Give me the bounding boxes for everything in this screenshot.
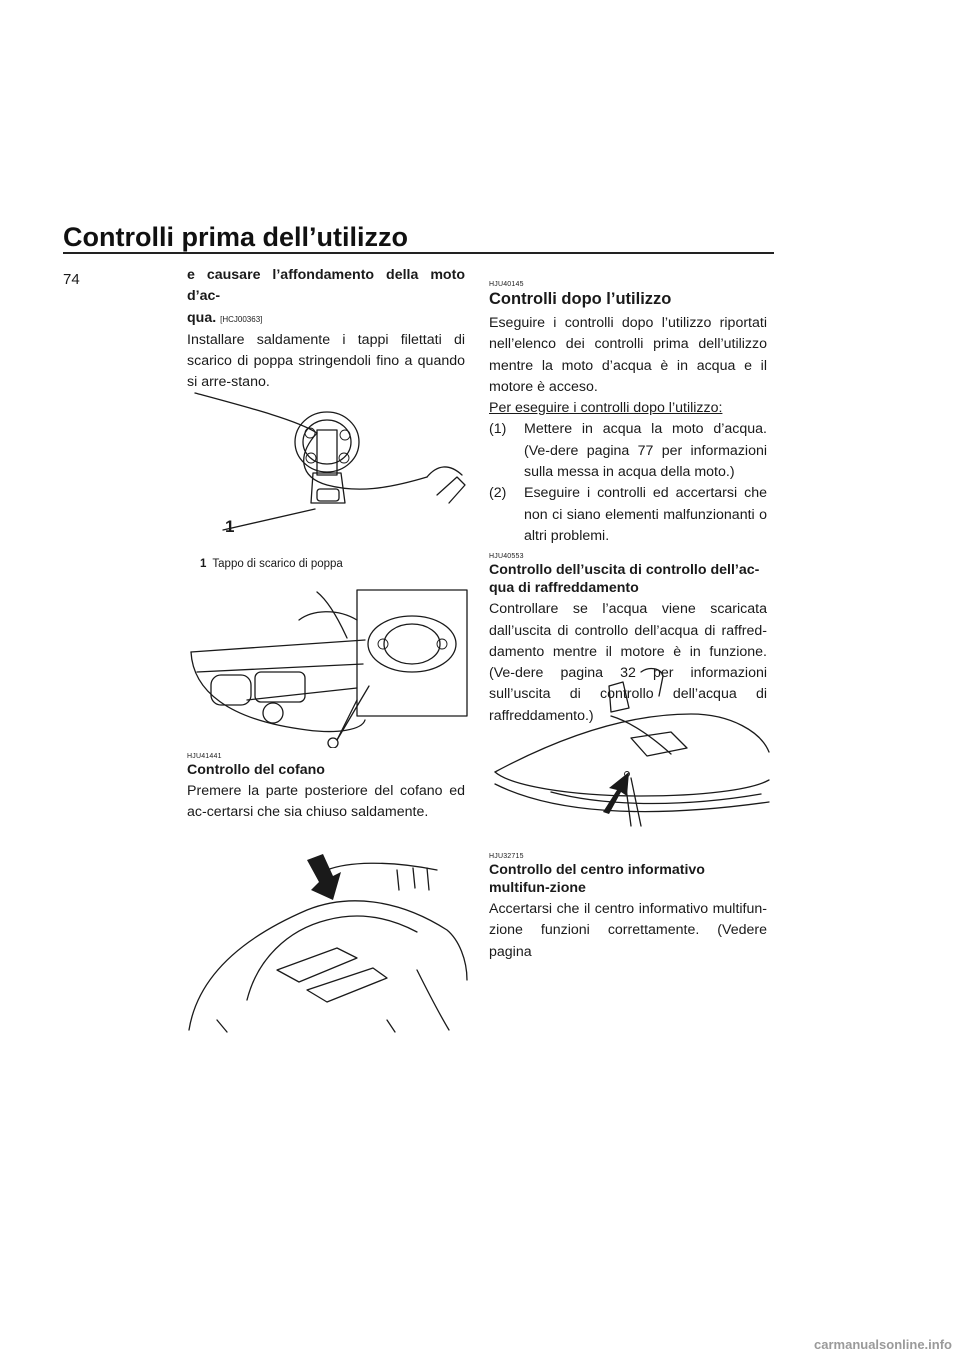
cooling-text: Controllare se l’acqua viene scaricata dall’uscita di controllo dell’acqua di raffred-damento mentre il motore è in funzione. (Ve-dere pagina 32 per informazioni sull’uscita di controllo dell’acqua di raffreddamento.)	[489, 601, 767, 724]
cooling-heading: Controllo dell’uscita di controllo dell’ac-qua di raffreddamento	[489, 562, 760, 597]
step-2	[489, 483, 767, 547]
mic-heading: Controllo del centro informativo multifun-zione	[489, 862, 705, 896]
right-column	[489, 275, 767, 727]
mic-section	[489, 847, 767, 963]
page-number: 74	[63, 271, 80, 288]
cooling-code: HJU40553	[489, 553, 524, 561]
hood-press-illustration	[187, 850, 469, 1034]
warning-line-1: e causare l’affondamento della moto d’ac-	[187, 267, 465, 305]
page-title: Controlli prima dell’utilizzo	[63, 222, 409, 252]
after-howto: Per eseguire i controlli dopo l’utilizzo:	[489, 400, 723, 417]
warning-line	[187, 265, 465, 308]
warning-line-2: qua.	[187, 309, 217, 326]
mic-text: Accertarsi che il centro informativo multifun-zione funzioni correttamente. (Vedere pagina	[489, 901, 767, 960]
watermark: carmanualsonline.info	[814, 1337, 952, 1352]
hood-text: Premere la parte posteriore del cofano ed ac-certarsi che sia chiuso saldamente.	[187, 783, 465, 821]
step-1-text: Mettere in acqua la moto d’acqua. (Ve-dere pagina 77 per informazioni sulla messa in acqua della moto.)	[524, 421, 767, 481]
after-heading: Controlli dopo l’utilizzo	[489, 290, 672, 308]
step-1	[489, 419, 767, 483]
warning-end	[187, 308, 465, 330]
after-text: Eseguire i controlli dopo l’utilizzo riportati nell’elenco dei controlli prima dell’utilizzo mentre la moto d’acqua è in acqua e il motore è acceso.	[489, 315, 767, 395]
install-text: Installare saldamente i tappi filettati di scarico di poppa stringendoli fino a quando si arre-stano.	[187, 331, 465, 391]
left-column	[187, 265, 465, 394]
warning-code: [HCJ00363]	[220, 314, 263, 324]
figure1-caption-number: 1	[200, 558, 207, 570]
figure1-caption-text: Tappo di scarico di poppa	[212, 558, 343, 570]
after-code: HJU40145	[489, 281, 524, 288]
stern-drain-location-illustration	[187, 580, 469, 748]
hood-heading: Controllo del cofano	[187, 762, 325, 778]
figure1-caption	[200, 558, 343, 570]
step-1-number: (1)	[489, 421, 507, 438]
step-2-number: (2)	[489, 485, 507, 502]
mic-code: HJU32715	[489, 853, 524, 860]
hood-section	[187, 747, 465, 824]
figure1-callout: 1	[225, 517, 235, 536]
step-2-text: Eseguire i controlli ed accertarsi che non ci siano elementi malfunzionanti o altri problemi.	[524, 485, 767, 544]
header-rule	[63, 252, 774, 254]
hood-code: HJU41441	[187, 753, 222, 760]
cooling-outlet-illustration	[491, 662, 771, 830]
